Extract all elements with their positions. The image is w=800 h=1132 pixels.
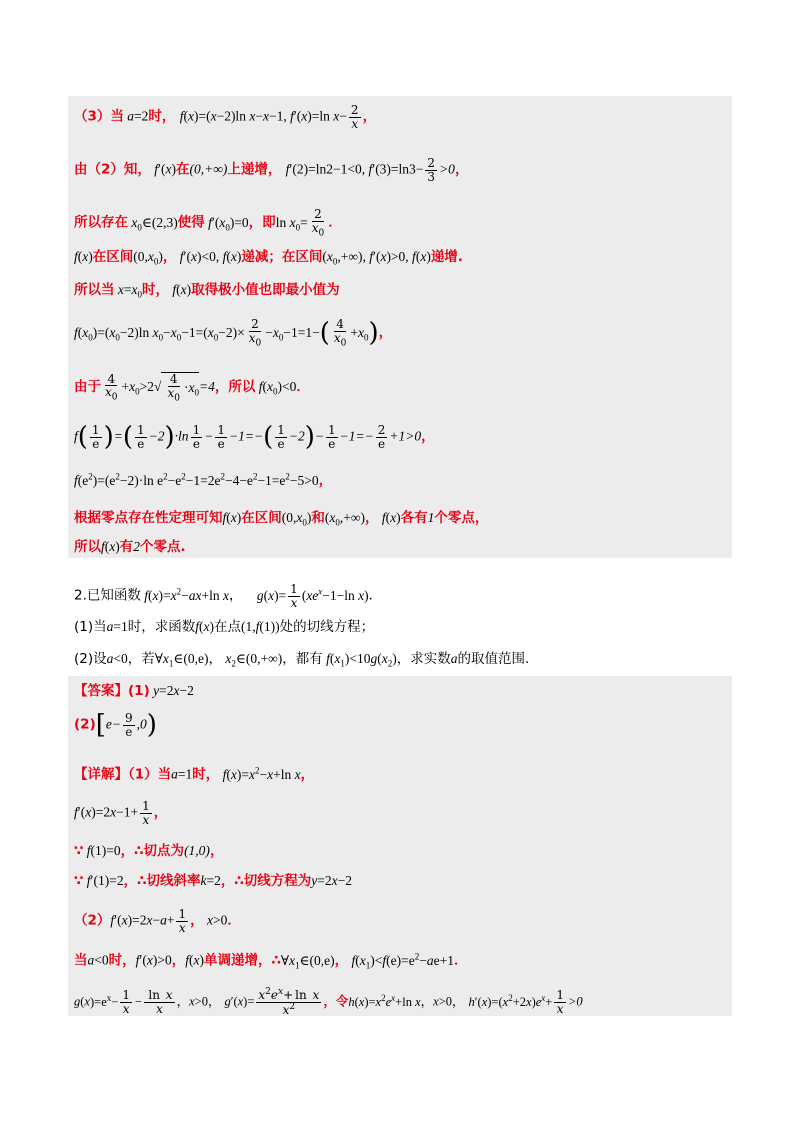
detail-1: 【详解】（1）当a=1时， $f(x)=x^2-x+\ln$ x， — [74, 765, 315, 783]
detail-7: $g(x)=e^x-$ $\frac{1}{x}$ − $\frac{\text{ln x}}{x}$ ，x>0， g′(x)= $\frac{x^2e^x+ \ln x}{x^2}$ ，令$h(x)=x^2e^x+\ln$ x，x>0， $h'(x)=(x^2+2x)e^x+$ $\frac{1}{x}$ >0 — [74, 987, 583, 1017]
detail-4: ∵ f′(1)=2，∴切线斜率k=2，∴切线方程为y=2x−2 — [74, 873, 353, 889]
question-2-stem: 2.已知函数 $f(x)=x^2-ax+\ln$ x， g(x)= $\frac{1}{x}$ ($xe^x-1-\ln$ x)． — [74, 582, 383, 610]
line-part3-exists: 所以存在 $x_0\in(2,3)$使得 $f'(x_0)=0$，即$\ln x_0=$ $\frac{2}{x_0}$ ． — [74, 207, 342, 238]
line-part3-ivt: 根据零点存在性定理可知f(x)在区间$(0,x_0)$和$(x_0,+\infty)$， f(x)各有1个零点， — [74, 510, 489, 528]
line-part3-conclusion: 所以f(x)有2个零点. — [74, 539, 186, 555]
detail-3: ∵ f(1)=0，∴切点为(1,0)， — [74, 843, 224, 859]
question-2-part1: (1)当a=1时，求函数f(x)在点(1,f(1))处的切线方程； — [74, 619, 375, 635]
detail-6: 当a<0时，f′(x)>0，f(x)单调递增，$\therefore\forall x_1\in(0,e)$， $f(x_1)<f(e)=e^2-ae+1$． — [74, 951, 468, 971]
question-2-part2: (2)设a<0，若$\forall x_1\in(0,e)$， $x_2\in(0,+\infty)$，都有 $f(x_1)<10g(x_2)$，求实数a的取值范围. — [74, 651, 530, 669]
line-part3-intervals: f(x)在区间$(0,x_0)$， f′(x)<0, f(x)递减；在区间$(x_0,+\infty)$, f′(x)>0, f(x)递增. — [74, 249, 463, 267]
detail-5: （2）f′(x)=2x−a+ $\frac{1}{x}$ ， x>0． — [74, 907, 241, 935]
line-part3-fx0: $f(x_0)=(x_0-2)\ln$ $x_0-x_0-1=(x_0-2)\times$ $\frac{2}{x_0}$ $-x_0-1=1-$( $\frac{4}{x_0}$ $+x_0$)， — [74, 317, 393, 349]
answer-2: (2)[e− $\frac{9}{e}$ ,0) — [74, 710, 157, 741]
line-part3-minimum: 所以当 $x=x_0$时， f(x)取得极小值也即最小值为 — [74, 282, 340, 300]
line-part3-f1e: f( $\frac{1}{e}$ )=( $\frac{1}{e}$ −2)·ln $\frac{1}{e}$ − $\frac{1}{e}$ −1=−( $\frac{1}{e}$ −2)− $\frac{1}{e}$ −1=− $\frac{2}{e}$ +1>0， — [74, 422, 435, 453]
line-part3-intro: （3）当 a=2时， f(x)=(x−2)ln x−x−1, f′(x)=ln x− $\frac{2}{x}$ ， — [74, 103, 377, 131]
detail-2: f′(x)=2x−1+ $\frac{1}{x}$ ， — [74, 799, 168, 827]
line-part3-amgm: 由于 $\frac{4}{x_0}$ $+x_0>2√$ $\frac{4}{x_0}$ $\cdot x_0=4$，所以 $f(x_0)<0$． — [74, 371, 310, 403]
line-part3-monotonic: 由（2）知， f′(x)在(0,+∞)上递增， f′(2)=ln2−1<0, f′(3)=ln3− $\frac{2}{3}$ >0， — [74, 156, 469, 184]
answer-1: 【答案】(1) y=2x−2 — [74, 683, 194, 699]
line-part3-fe2: $f(e^2)=(e^2-2)\cdot\ln$ $e^2-e^2-1=2e^2-4-e^2-1=e^2-5>0$， — [74, 471, 333, 489]
